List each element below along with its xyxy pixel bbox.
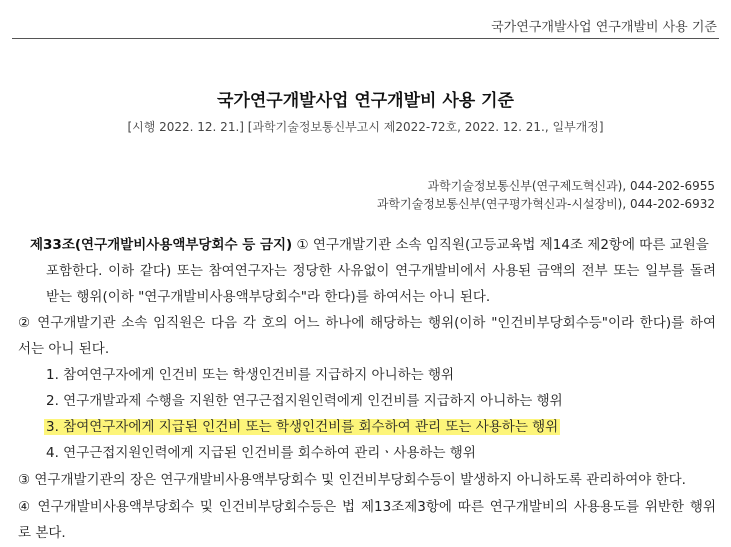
running-header: 국가연구개발사업 연구개발비 사용 기준 bbox=[491, 20, 717, 35]
document-title: 국가연구개발사업 연구개발비 사용 기준 bbox=[217, 91, 514, 111]
header-divider bbox=[12, 38, 719, 39]
clause-1-line-2: 포함한다. 이하 같다) 또는 참여연구자는 정당한 사유없이 연구개발비에서 사용된 금액의 전부 또는 일부를 돌려 bbox=[46, 263, 716, 279]
list-item-1: 1. 참여연구자에게 인건비 또는 학생인건비를 지급하지 아니하는 행위 bbox=[46, 367, 455, 383]
list-item-3-highlighted bbox=[44, 415, 560, 435]
clause-1-line-1: ① 연구개발기관 소속 임직원(고등교육법 제14조 제2항에 따른 교원을 bbox=[296, 237, 709, 253]
clause-4-line-2: 로 본다. bbox=[18, 525, 66, 541]
clause-2-line-1: ② 연구개발기관 소속 임직원은 다음 각 호의 어느 하나에 해당하는 행위(이하 "인건비부당회수등"이라 한다)를 하여 bbox=[18, 315, 716, 331]
clause-1-line-3: 받는 행위(이하 "연구개발비사용액부당회수"라 한다)를 하여서는 아니 된다. bbox=[46, 289, 491, 305]
list-item-4: 4. 연구근접지원인력에게 지급된 인건비를 회수하여 관리ㆍ사용하는 행위 bbox=[46, 445, 476, 461]
list-item-2: 2. 연구개발과제 수행을 지원한 연구근접지원인력에게 인건비를 지급하지 아니하는 행위 bbox=[46, 393, 563, 409]
department-contact-1: 과학기술정보통신부(연구제도혁신과), 044-202-6955 bbox=[427, 179, 715, 193]
article-heading: 제33조(연구개발비사용액부당회수 등 금지) bbox=[30, 237, 293, 253]
clause-2-line-2: 서는 아니 된다. bbox=[18, 341, 110, 357]
department-contact-2: 과학기술정보통신부(연구평가혁신과-시설장비), 044-202-6932 bbox=[376, 197, 715, 211]
clause-3: ③ 연구개발기관의 장은 연구개발비사용액부당회수 및 인건비부당회수등이 발생하지 아니하도록 관리하여야 한다. bbox=[18, 472, 686, 488]
clause-4-line-1: ④ 연구개발비사용액부당회수 및 인건비부당회수등은 법 제13조제3항에 따른 연구개발비의 사용용도를 위반한 행위 bbox=[18, 499, 716, 515]
highlighted-text: 3. 참여연구자에게 지급된 인건비 또는 학생인건비를 회수하여 관리 또는 사용하는 행위 bbox=[46, 419, 559, 435]
article-first-line bbox=[30, 233, 709, 253]
enactment-info: [시행 2022. 12. 21.] [과학기술정보통신부고시 제2022-72호, 2022. 12. 21., 일부개정] bbox=[127, 120, 604, 134]
